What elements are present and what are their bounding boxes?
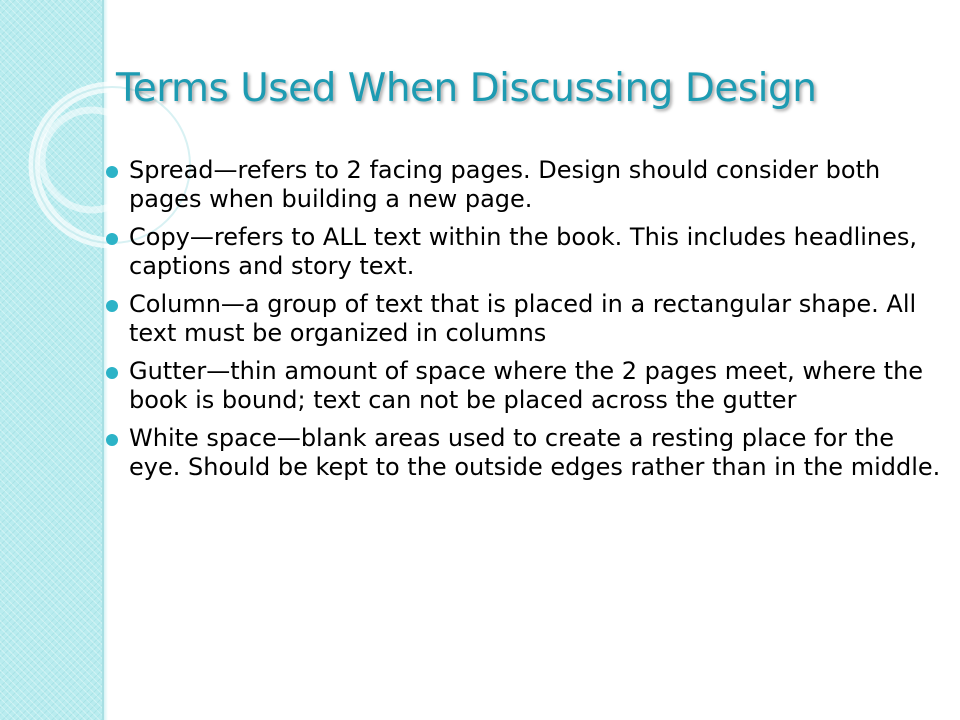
bullet-dot-icon [106, 434, 118, 446]
bullet-text: Copy—refers to ALL text within the book. This includes headlines, captions and story text. [129, 223, 918, 280]
bullet-text: White space—blank areas used to create a resting place for the eye. Should be kept to the outside edges rather than in the middle. [129, 424, 941, 481]
bullet-text: Spread—refers to 2 facing pages. Design should consider both pages when building a new page. [129, 156, 881, 213]
bullet-item-copy [106, 223, 946, 281]
bullet-dot-icon [106, 166, 118, 178]
bullet-dot-icon [106, 367, 118, 379]
bullet-dot-icon [106, 300, 118, 312]
bullet-item-column [106, 290, 946, 348]
bullet-item-gutter [106, 357, 946, 415]
bullet-list [106, 156, 946, 491]
bullet-text: Gutter—thin amount of space where the 2 pages meet, where the book is bound; text can not be placed across the gutter [129, 357, 924, 414]
bullet-item-spread [106, 156, 946, 214]
bullet-item-white-space [106, 424, 946, 482]
slide-title: Terms Used When Discussing Design [116, 66, 817, 111]
bullet-text: Column—a group of text that is placed in a rectangular shape. All text must be organized in columns [129, 290, 917, 347]
bullet-dot-icon [106, 233, 118, 245]
